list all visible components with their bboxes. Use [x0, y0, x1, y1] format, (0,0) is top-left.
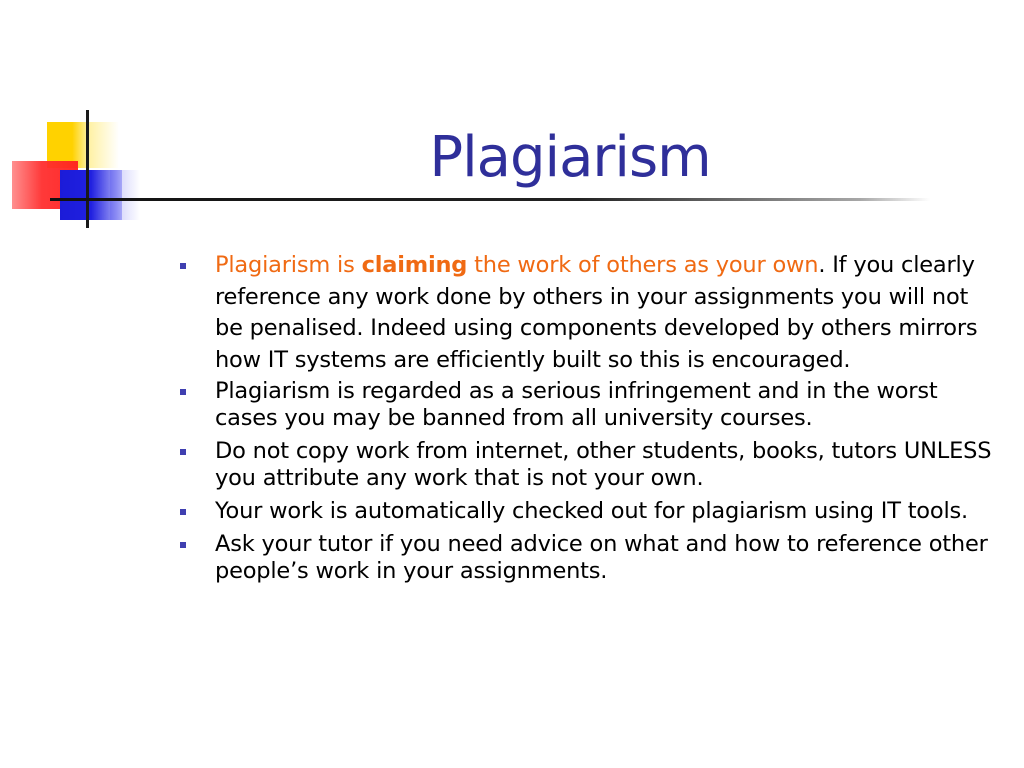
bullet-text-1-rest: . If you clearly reference any work done by others in your assignments you will not be penalised. Indeed using components developed by others mirrors how IT systems are efficiently built so this is encouraged.: [215, 252, 978, 373]
bullet-text-5: Ask your tutor if you need advice on what and how to reference other people’s work in your assignments.: [215, 531, 988, 584]
title-underline-rule: [50, 198, 930, 201]
bullet-square-icon: [180, 263, 186, 269]
bullet-list: [176, 250, 996, 585]
bullet-text-2: Plagiarism is regarded as a serious infringement and in the worst cases you may be banned from all university courses.: [215, 378, 938, 431]
color-squares-logo-icon: [0, 0, 160, 240]
bullet-item-4: [176, 498, 996, 525]
bullet-square-icon: [180, 389, 186, 395]
bullet-square-icon: [180, 449, 186, 455]
definition-highlight-bold: claiming: [361, 252, 468, 278]
definition-highlight-pre: Plagiarism is: [215, 252, 362, 278]
definition-highlight: [215, 252, 818, 278]
vertical-rule-line: [86, 110, 89, 228]
bullet-item-5: [176, 531, 996, 585]
yellow-square-fade-shape: [89, 122, 119, 168]
bullet-text-3: Do not copy work from internet, other students, books, tutors UNLESS you attribute any work that is not your own.: [215, 438, 992, 491]
definition-highlight-post: the work of others as your own: [467, 252, 819, 278]
bullet-item-3: [176, 438, 996, 492]
bullet-square-icon: [180, 542, 186, 548]
bullet-item-1: [176, 250, 996, 376]
bullet-item-2: [176, 378, 996, 432]
bullet-text-4: Your work is automatically checked out for plagiarism using IT tools.: [215, 498, 968, 524]
blue-square-fade-shape: [110, 170, 140, 220]
bullet-square-icon: [180, 509, 186, 515]
slide-body: [176, 250, 996, 591]
slide-title: Plagiarism: [429, 125, 711, 190]
